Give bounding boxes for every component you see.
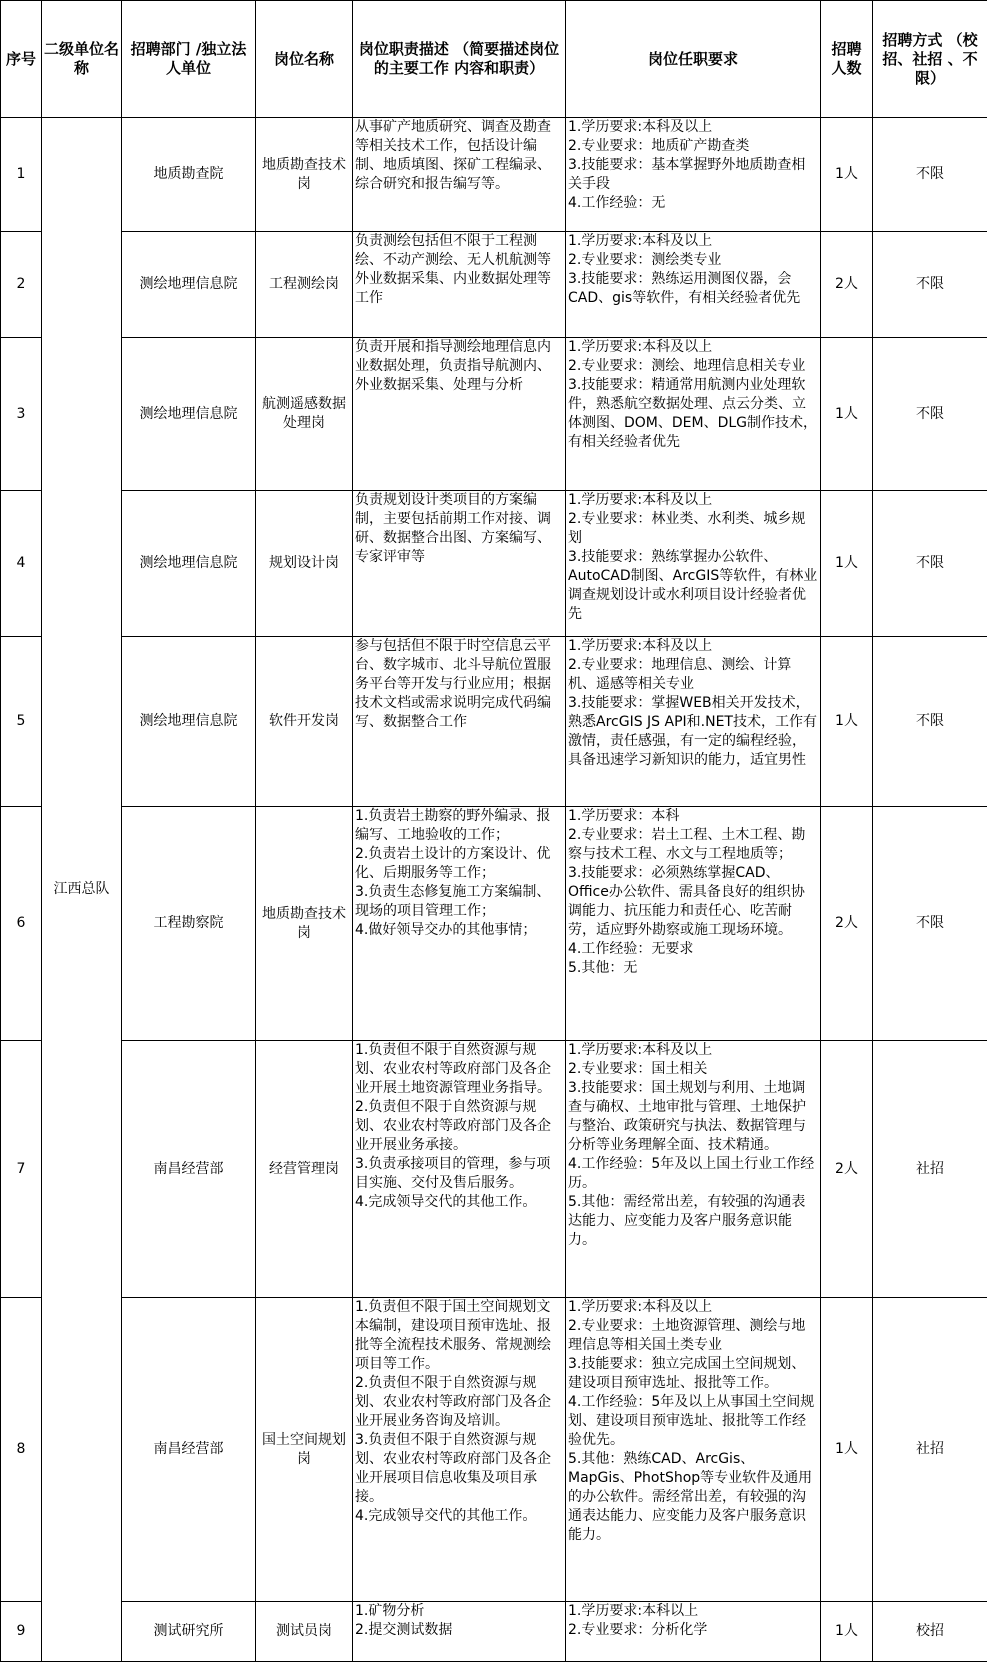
- table-row: [1, 1041, 987, 1298]
- dept-cell: 测绘地理信息院: [122, 232, 256, 338]
- duty-cell: 1.负责岩土勘察的野外编录、报编写、工地验收的工作； 2.负责岩土设计的方案设计、优化、后期服务等工作； 3.负责生态修复施工方案编制、现场的项目管理工作； 4.做好领导交办的其他事情；: [353, 807, 566, 1041]
- duty-cell: 1.矿物分析 2.提交测试数据: [353, 1602, 566, 1662]
- table-row: [1, 1298, 987, 1602]
- mode-cell: 不限: [873, 232, 987, 338]
- table-row: [1, 637, 987, 807]
- dept-cell: 测绘地理信息院: [122, 637, 256, 807]
- post-cell: 地质勘查技术岗: [256, 118, 353, 232]
- req-cell: 1.学历要求:本科及以上 2.专业要求：国土相关 3.技能要求：国土规划与利用、土地调查与确权、土地审批与管理、土地保护与整治、政策研究与执法、数据管理与分析等业务理解全面、技术精通。 4.工作经验：5年及以上国土行业工作经历。 5.其他：需经常出差，有较强的沟通表达能力、应变能力及客户服务意识能力。: [566, 1041, 821, 1298]
- post-cell: 规划设计岗: [256, 491, 353, 637]
- count-cell: 1人: [821, 1298, 873, 1602]
- req-cell: 1.学历要求:本科及以上 2.专业要求：土地资源管理、测绘与地理信息等相关国土类专业 3.技能要求：独立完成国土空间规划、建设项目预审选址、报批等工作。 4.工作经验：5年及以上从事国土空间规划、建设项目预审选址、报批等工作经验优先。 5.其他：熟练CAD、ArcGis、MapGis、PhotShop等专业软件及通用的办公软件。需经常出差，有较强的沟通表达能力、应变能力及客户服务意识能力。: [566, 1298, 821, 1602]
- dept-cell: 测绘地理信息院: [122, 491, 256, 637]
- row-number: 8: [1, 1298, 42, 1602]
- req-cell: 1.学历要求:本科及以上 2.专业要求：林业类、水利类、城乡规划 3.技能要求：熟练掌握办公软件、AutoCAD制图、ArcGIS等软件，有林业调查规划设计或水利项目设计经验者优先: [566, 491, 821, 637]
- header-mode: 招聘方式 （校招、社招 、不限）: [873, 1, 987, 118]
- header-dept: 招聘部门 /独立法人单位: [122, 1, 256, 118]
- duty-cell: 负责规划设计类项目的方案编制，主要包括前期工作对接、调研、数据整合出图、方案编写、专家评审等: [353, 491, 566, 637]
- req-cell: 1.学历要求:本科及以上 2.专业要求：地理信息、测绘、计算机、遥感等相关专业 3.技能要求：掌握WEB相关开发技术，熟悉ArcGIS JS API和.NET技术，工作有激情，责任感强，有一定的编程经验，具备迅速学习新知识的能力，适宜男性: [566, 637, 821, 807]
- row-number: 6: [1, 807, 42, 1041]
- header-count: 招聘 人数: [821, 1, 873, 118]
- post-cell: 地质勘查技术岗: [256, 807, 353, 1041]
- row-number: 1: [1, 118, 42, 232]
- mode-cell: 不限: [873, 338, 987, 491]
- mode-cell: 不限: [873, 637, 987, 807]
- mode-cell: 不限: [873, 807, 987, 1041]
- table-row: [1, 118, 987, 232]
- req-cell: 1.学历要求:本科及以上 2.专业要求：地质矿产勘查类 3.技能要求：基本掌握野外地质勘查相关手段 4.工作经验：无: [566, 118, 821, 232]
- header-duty: 岗位职责描述 （简要描述岗位的主要工作 内容和职责）: [353, 1, 566, 118]
- mode-cell: 不限: [873, 491, 987, 637]
- duty-cell: 负责测绘包括但不限于工程测绘、不动产测绘、无人机航测等外业数据采集、内业数据处理等工作: [353, 232, 566, 338]
- table-row: [1, 807, 987, 1041]
- req-cell: 1.学历要求:本科以上 2.专业要求：分析化学: [566, 1602, 821, 1662]
- header-unit: 二级单位名称: [42, 1, 122, 118]
- post-cell: 测试员岗: [256, 1602, 353, 1662]
- dept-cell: 南昌经营部: [122, 1041, 256, 1298]
- row-number: 5: [1, 637, 42, 807]
- header-post: 岗位名称: [256, 1, 353, 118]
- header-row: [1, 1, 987, 118]
- dept-cell: 测绘地理信息院: [122, 338, 256, 491]
- req-cell: 1.学历要求:本科及以上 2.专业要求：测绘、地理信息相关专业 3.技能要求：精通常用航测内业处理软件，熟悉航空数据处理、点云分类、立体测图、DOM、DEM、DLG制作技术，有相关经验者优先: [566, 338, 821, 491]
- count-cell: 2人: [821, 232, 873, 338]
- count-cell: 2人: [821, 1041, 873, 1298]
- header-no: 序号: [1, 1, 42, 118]
- post-cell: 工程测绘岗: [256, 232, 353, 338]
- dept-cell: 地质勘查院: [122, 118, 256, 232]
- dept-cell: 南昌经营部: [122, 1298, 256, 1602]
- post-cell: 航测遥感数据处理岗: [256, 338, 353, 491]
- dept-cell: 工程勘察院: [122, 807, 256, 1041]
- mode-cell: 社招: [873, 1298, 987, 1602]
- mode-cell: 社招: [873, 1041, 987, 1298]
- table-row: [1, 1602, 987, 1662]
- count-cell: 1人: [821, 118, 873, 232]
- req-cell: 1.学历要求:本科及以上 2.专业要求：测绘类专业 3.技能要求：熟练运用测图仪器，会CAD、gis等软件，有相关经验者优先: [566, 232, 821, 338]
- row-number: 7: [1, 1041, 42, 1298]
- row-number: 9: [1, 1602, 42, 1662]
- duty-cell: 1.负责但不限于自然资源与规划、农业农村等政府部门及各企业开展土地资源管理业务指导。 2.负责但不限于自然资源与规划、农业农村等政府部门及各企业开展业务承接。 3.负责承接项目的管理，参与项目实施、交付及售后服务。 4.完成领导交代的其他工作。: [353, 1041, 566, 1298]
- duty-cell: 负责开展和指导测绘地理信息内业数据处理，负责指导航测内、外业数据采集、处理与分析: [353, 338, 566, 491]
- duty-cell: 1.负责但不限于国土空间规划文本编制，建设项目预审选址、报批等全流程技术服务、常规测绘项目等工作。 2.负责但不限于自然资源与规划、农业农村等政府部门及各企业开展业务咨询及培训。 3.负责但不限于自然资源与规划、农业农村等政府部门及各企业开展项目信息收集及项目承接。 4.完成领导交代的其他工作。: [353, 1298, 566, 1602]
- table-row: [1, 338, 987, 491]
- duty-cell: 参与包括但不限于时空信息云平台、数字城市、北斗导航位置服务平台等开发与行业应用；根据技术文档或需求说明完成代码编写、数据整合工作: [353, 637, 566, 807]
- table-row: [1, 491, 987, 637]
- count-cell: 1人: [821, 338, 873, 491]
- req-cell: 1.学历要求：本科 2.专业要求：岩土工程、土木工程、勘察与技术工程、水文与工程地质等； 3.技能要求：必须熟练掌握CAD、Office办公软件、需具备良好的组织协调能力、抗压能力和责任心、吃苦耐劳，适应野外勘察或施工现场环境。 4.工作经验：无要求 5.其他：无: [566, 807, 821, 1041]
- mode-cell: 不限: [873, 118, 987, 232]
- post-cell: 经营管理岗: [256, 1041, 353, 1298]
- duty-cell: 从事矿产地质研究、调查及勘查等相关技术工作，包括设计编制、地质填图、探矿工程编录、综合研究和报告编写等。: [353, 118, 566, 232]
- count-cell: 1人: [821, 491, 873, 637]
- mode-cell: 校招: [873, 1602, 987, 1662]
- header-req: 岗位任职要求: [566, 1, 821, 118]
- row-number: 2: [1, 232, 42, 338]
- post-cell: 软件开发岗: [256, 637, 353, 807]
- count-cell: 1人: [821, 1602, 873, 1662]
- row-number: 3: [1, 338, 42, 491]
- count-cell: 2人: [821, 807, 873, 1041]
- post-cell: 国土空间规划岗: [256, 1298, 353, 1602]
- table-row: [1, 232, 987, 338]
- row-number: 4: [1, 491, 42, 637]
- dept-cell: 测试研究所: [122, 1602, 256, 1662]
- count-cell: 1人: [821, 637, 873, 807]
- unit-cell: 江西总队: [42, 118, 122, 1662]
